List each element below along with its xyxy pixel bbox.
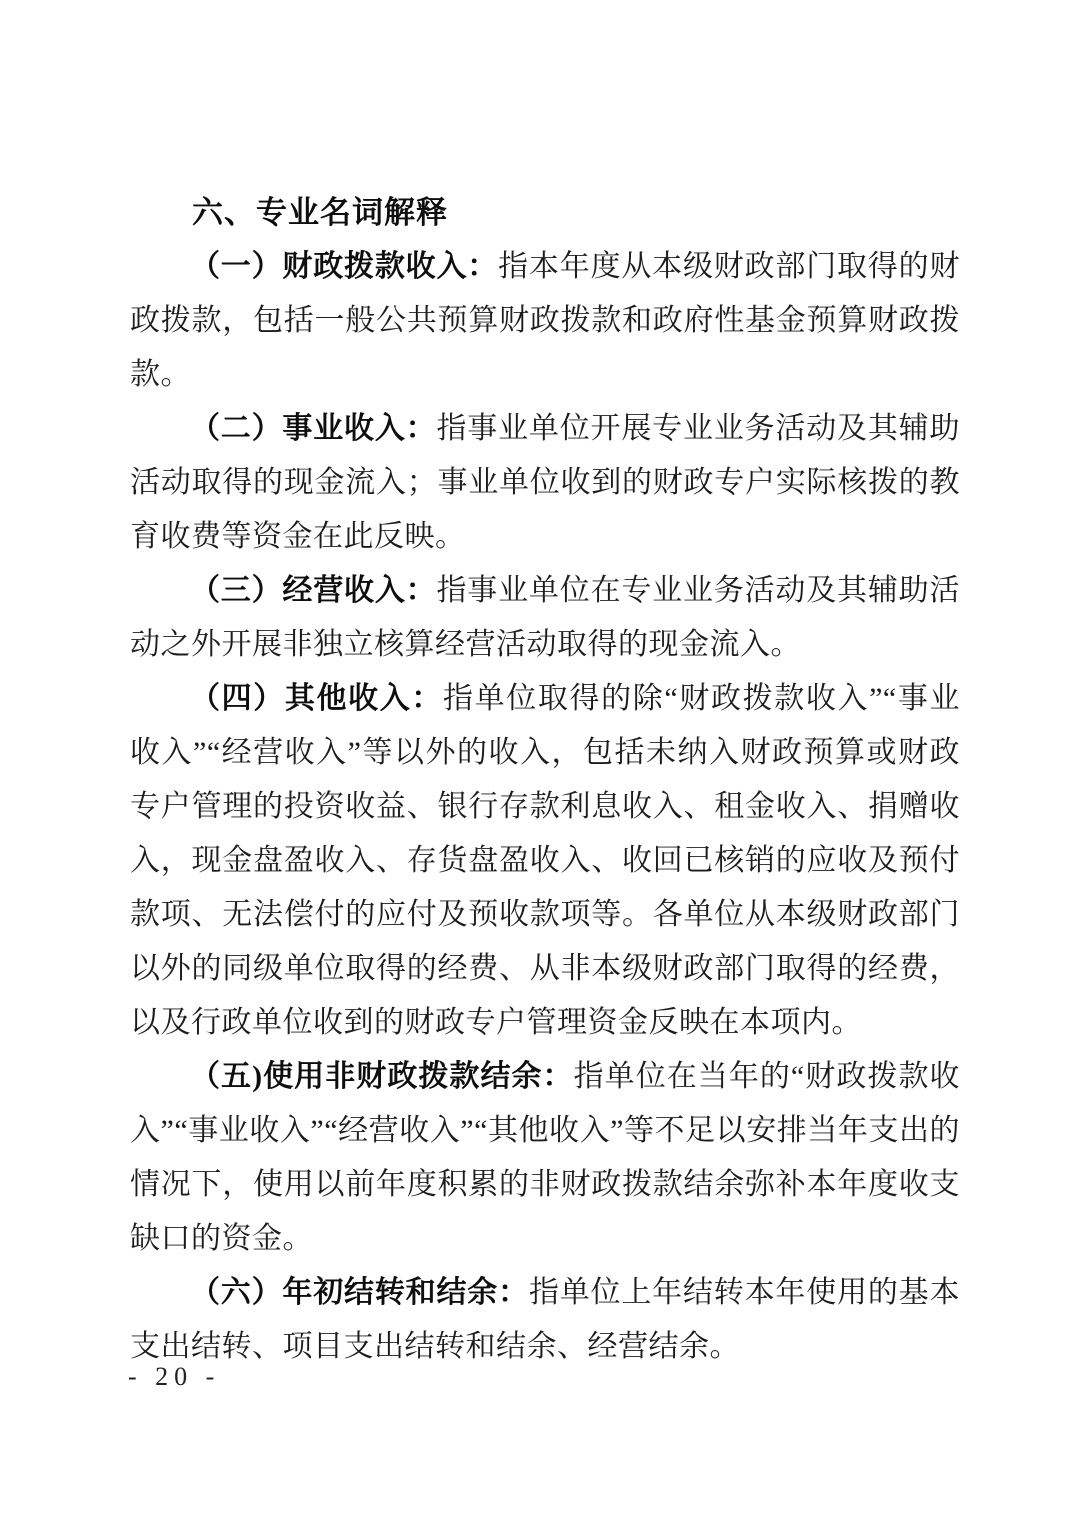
term-definition-1: 指本年度从本级财政部门取得的财政拨款，包括一般公共预算财政拨款和政府性基金预算财政拨款。 (130, 250, 960, 391)
term-definition-2: 指事业单位开展专业业务活动及其辅助活动取得的现金流入；事业单位收到的财政专户实际核拨的教育收费等资金在此反映。 (130, 412, 960, 553)
term-definition-6: 指单位上年结转本年使用的基本支出结转、项目支出结转和结余、经营结余。 (130, 1276, 960, 1363)
section-heading: 六、专业名词解释 (192, 195, 448, 230)
definition-paragraph-3 (130, 564, 960, 672)
term-label-2: （二）事业收入： (190, 412, 437, 445)
term-label-1: （一）财政拨款收入： (190, 250, 499, 283)
term-label-3: （三）经营收入： (190, 574, 437, 607)
term-definition-4: 指单位取得的除“财政拨款收入”“事业收入”“经营收入”等以外的收入，包括未纳入财政预算或财政专户管理的投资收益、银行存款利息收入、租金收入、捐赠收入，现金盘盈收入、存货盘盈收入、收回已核销的应收及预付款项、无法偿付的应付及预收款项等。各单位从本级财政部门以外的同级单位取得的经费、从非本级财政部门取得的经费，以及行政单位收到的财政专户管理资金反映在本项内。 (130, 682, 960, 1039)
definition-paragraph-6 (130, 1266, 960, 1374)
definition-paragraph-4 (130, 672, 960, 1050)
definition-paragraph-2 (130, 402, 960, 564)
term-definition-3: 指事业单位在专业业务活动及其辅助活动之外开展非独立核算经营活动取得的现金流入。 (130, 574, 960, 661)
term-label-5: （五)使用非财政拨款结余： (190, 1060, 574, 1093)
document-content (130, 186, 960, 1374)
term-label-6: （六）年初结转和结余： (190, 1276, 529, 1309)
page-number: - 20 - (128, 1362, 221, 1391)
definition-paragraph-5 (130, 1050, 960, 1266)
term-definition-5: 指单位在当年的“财政拨款收入”“事业收入”“经营收入”“其他收入”等不足以安排当年支出的情况下，使用以前年度积累的非财政拨款结余弥补本年度收支缺口的资金。 (130, 1060, 960, 1255)
definition-paragraph-1 (130, 240, 960, 402)
term-label-4: （四）其他收入： (190, 682, 444, 715)
